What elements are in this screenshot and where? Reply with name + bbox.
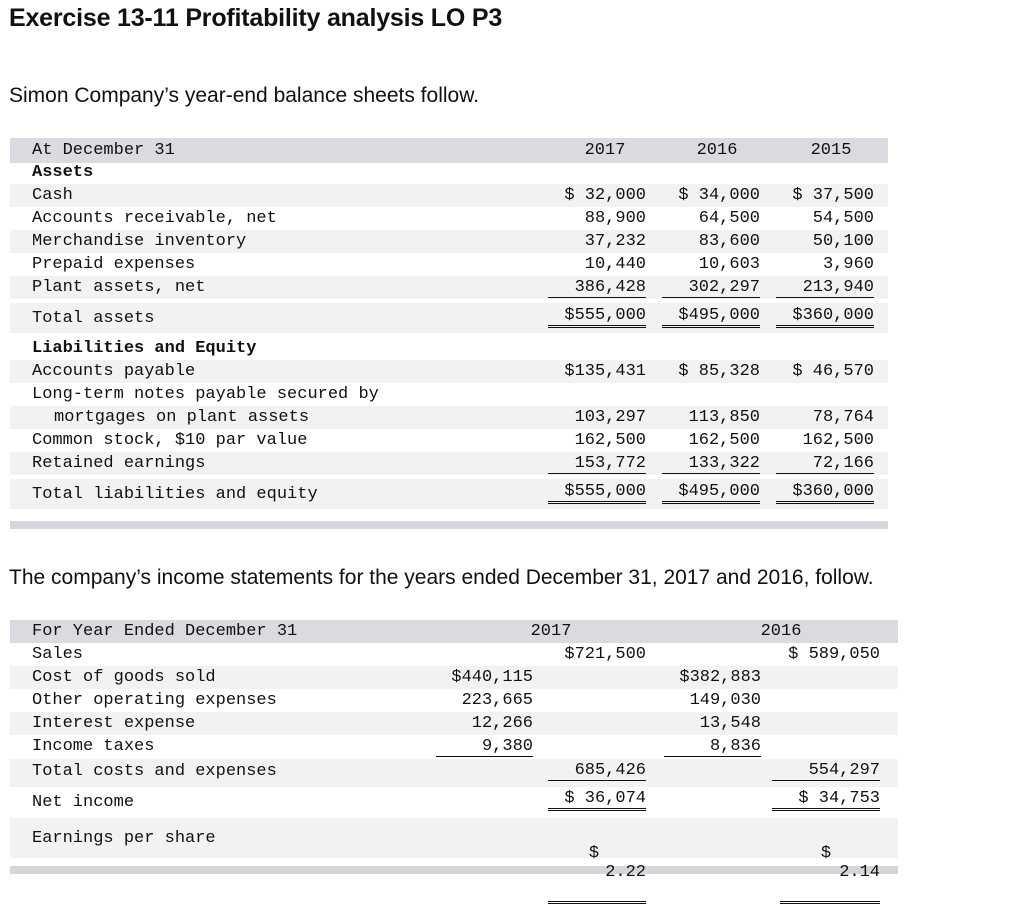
eps-currency-2017: $	[588, 844, 600, 863]
eps-currency-2016: $	[820, 844, 832, 863]
retained-earnings-2017: 153,772	[548, 454, 646, 474]
ar-label: Accounts receivable, net	[32, 209, 277, 228]
total-assets-label: Total assets	[32, 309, 155, 328]
ltnp-2015: 78,764	[812, 408, 874, 427]
cash-2015: $ 37,500	[792, 186, 874, 205]
income-statement-table	[10, 620, 898, 882]
cogs-label: Cost of goods sold	[32, 668, 216, 687]
common-stock-2017: 162,500	[574, 431, 646, 450]
retained-earnings-2016: 133,322	[662, 454, 760, 474]
cogs-2016: $382,883	[679, 668, 761, 687]
total-costs-2016: 554,297	[772, 761, 880, 781]
taxes-2016: 8,836	[664, 737, 761, 757]
cogs-2017: $440,115	[451, 668, 533, 687]
plant-2015: 213,940	[776, 278, 874, 298]
common-stock-label: Common stock, $10 par value	[32, 431, 308, 450]
common-stock-2016: 162,500	[688, 431, 760, 450]
ap-label: Accounts payable	[32, 362, 196, 381]
inventory-2016: 83,600	[698, 232, 760, 251]
total-costs-2017: 685,426	[548, 761, 646, 781]
net-income-label: Net income	[32, 793, 135, 812]
opex-2016: 149,030	[689, 691, 761, 710]
ap-2015: $ 46,570	[792, 362, 874, 381]
ar-2016: 64,500	[698, 209, 760, 228]
retained-earnings-2015: 72,166	[776, 454, 874, 474]
taxes-label: Income taxes	[32, 737, 155, 756]
cash-label: Cash	[32, 186, 73, 205]
prepaid-label: Prepaid expenses	[32, 255, 196, 274]
ltnp-label-2: mortgages on plant assets	[54, 408, 310, 427]
inventory-label: Merchandise inventory	[32, 232, 247, 251]
plant-2017: 386,428	[548, 278, 646, 298]
ar-2017: 88,900	[584, 209, 646, 228]
total-assets-2015: $360,000	[776, 306, 874, 328]
total-assets-2016: $495,000	[662, 306, 760, 328]
interest-2016: 13,548	[699, 714, 761, 733]
bs-year-2016: 2016	[696, 141, 738, 160]
total-liab-label: Total liabilities and equity	[32, 485, 318, 504]
net-income-2016: $ 34,753	[772, 789, 880, 811]
interest-label: Interest expense	[32, 714, 196, 733]
inventory-2017: 37,232	[584, 232, 646, 251]
ltnp-2017: 103,297	[574, 408, 646, 427]
eps-2016	[780, 825, 880, 904]
balance-sheet-table	[10, 138, 888, 529]
is-year-2017: 2017	[530, 622, 572, 641]
interest-2017: 12,266	[471, 714, 533, 733]
plant-2016: 302,297	[662, 278, 760, 298]
retained-earnings-label: Retained earnings	[32, 454, 206, 473]
taxes-2017: 9,380	[436, 737, 533, 757]
is-year-2016: 2016	[760, 622, 802, 641]
total-assets-2017: $555,000	[548, 306, 646, 328]
eps-value-2017: 2.22	[605, 863, 646, 882]
net-income-2017: $ 36,074	[548, 789, 646, 811]
bs-year-2017: 2017	[584, 141, 626, 160]
table-bottom-bar	[10, 521, 888, 529]
ap-2016: $ 85,328	[678, 362, 760, 381]
eps-label: Earnings per share	[32, 829, 216, 848]
ltnp-2016: 113,850	[688, 408, 760, 427]
eps-2017	[548, 825, 646, 904]
total-liab-2016: $495,000	[662, 482, 760, 504]
sales-label: Sales	[32, 645, 84, 664]
ar-2015: 54,500	[812, 209, 874, 228]
ap-2017: $135,431	[564, 362, 646, 381]
balance-sheet-intro: Simon Company’s year-end balance sheets follow.	[9, 84, 480, 107]
opex-label: Other operating expenses	[32, 691, 277, 710]
common-stock-2015: 162,500	[802, 431, 874, 450]
income-statement-intro: The company’s income statements for the years ended December 31, 2017 and 2016, follow.	[9, 566, 874, 589]
sales-2017: $721,500	[564, 645, 646, 664]
cash-2017: $ 32,000	[564, 186, 646, 205]
table-bottom-bar	[10, 866, 898, 874]
liabilities-heading: Liabilities and Equity	[32, 339, 257, 358]
exercise-title: Exercise 13-11 Profitability analysis LO P3	[9, 4, 503, 32]
sales-2016: $ 589,050	[788, 645, 880, 664]
total-costs-label: Total costs and expenses	[32, 762, 277, 781]
is-header-label: For Year Ended December 31	[32, 622, 298, 641]
total-liab-2017: $555,000	[548, 482, 646, 504]
prepaid-2017: 10,440	[584, 255, 646, 274]
prepaid-2016: 10,603	[698, 255, 760, 274]
bs-year-2015: 2015	[810, 141, 852, 160]
plant-label: Plant assets, net	[32, 278, 206, 297]
assets-heading: Assets	[32, 163, 94, 182]
inventory-2015: 50,100	[812, 232, 874, 251]
opex-2017: 223,665	[461, 691, 533, 710]
ltnp-label: Long-term notes payable secured by	[32, 385, 379, 404]
cash-2016: $ 34,000	[678, 186, 760, 205]
eps-value-2016: 2.14	[839, 863, 880, 882]
total-liab-2015: $360,000	[776, 482, 874, 504]
prepaid-2015: 3,960	[822, 255, 874, 274]
bs-header-label: At December 31	[32, 141, 175, 160]
